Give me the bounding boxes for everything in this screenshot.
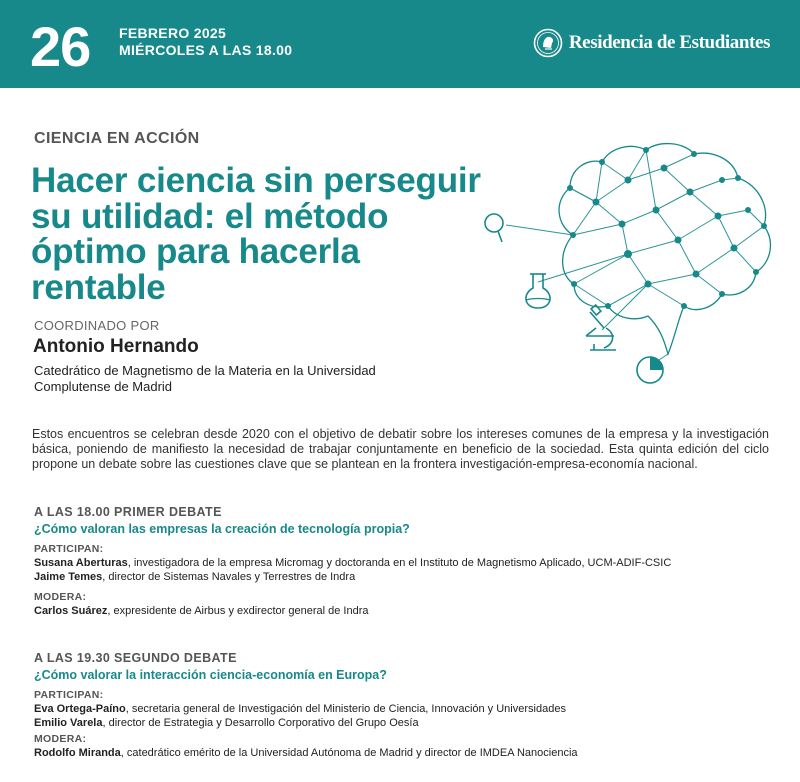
moderator-role: , catedrático emérito de la Universidad Autónoma de Madrid y director de IMDEA Nanociencia xyxy=(120,747,578,759)
debate-question: ¿Cómo valoran las empresas la creación de tecnología propia? xyxy=(34,522,410,536)
participant xyxy=(34,570,774,584)
participant xyxy=(34,556,774,570)
header-banner xyxy=(0,0,800,88)
series-label: CIENCIA EN ACCIÓN xyxy=(34,130,200,147)
participant xyxy=(34,716,774,730)
participant-role: , director de Sistemas Navales y Terrestres de Indra xyxy=(102,571,356,583)
debate-2 xyxy=(34,650,774,760)
event-weekday-time: MIÉRCOLES A LAS 18.00 xyxy=(119,42,293,58)
event-title: Hacer ciencia sin perseguir su utilidad: el método óptimo para hacerla rentable xyxy=(31,161,481,307)
event-day: 26 xyxy=(30,15,91,78)
coordinator-name: Antonio Hernando xyxy=(33,336,199,357)
participants-label: PARTICIPAN: xyxy=(34,689,104,701)
participants-label: PARTICIPAN: xyxy=(34,543,104,555)
participant-name: Susana Aberturas xyxy=(34,557,128,569)
participant-role: , director de Estrategia y Desarrollo Corporativo del Grupo Oesía xyxy=(102,717,419,729)
debate-heading: A LAS 18.00 PRIMER DEBATE xyxy=(34,505,222,519)
participant-role: , secretaria general de Investigación del Ministerio de Ciencia, Innovación y Universidades xyxy=(125,703,566,715)
debate-heading: A LAS 19.30 SEGUNDO DEBATE xyxy=(34,651,237,665)
participant-name: Emilio Varela xyxy=(34,717,103,729)
pie-chart-icon xyxy=(637,357,663,383)
debate-1 xyxy=(34,504,774,618)
moderator xyxy=(34,746,774,760)
participant-name: Jaime Temes xyxy=(34,571,103,583)
participant xyxy=(34,702,774,716)
moderator-name: Carlos Suárez xyxy=(34,605,108,617)
event-month-year: FEBRERO 2025 xyxy=(119,25,227,41)
moderator-label: MODERA: xyxy=(34,591,87,603)
residencia-logo[interactable] xyxy=(533,28,770,58)
logo-text: Residencia de Estudiantes xyxy=(568,32,770,53)
coordinator-label: COORDINADO POR xyxy=(34,318,160,333)
participant-role: , investigadora de la empresa Micromag y doctoranda en el Instituto de Magnetismo Aplicado, UCM-ADIF-CSIC xyxy=(127,557,672,569)
coordinator-description: Catedrático de Magnetismo de la Materia en la Universidad Complutense de Madrid xyxy=(34,363,376,394)
debate-question: ¿Cómo valorar la interacción ciencia-economía en Europa? xyxy=(34,668,387,682)
intro-paragraph: Estos encuentros se celebran desde 2020 con el objetivo de debatir sobre los intereses comunes de la empresa y la investigación básica, poniendo de manifiesto la necesidad de trabajar conjuntamente en beneficio de la sociedad. Esta quinta edición del ciclo propone un debate sobre las cuestiones clave que se plantean en la frontera investigación-empresa-economía nacional. xyxy=(32,427,769,471)
microscope-icon xyxy=(586,305,616,350)
participant-name: Eva Ortega-Paíno xyxy=(34,703,126,715)
magnifier-icon xyxy=(485,214,503,242)
brain-network-icon xyxy=(478,130,778,392)
moderator xyxy=(34,604,774,618)
moderator-label: MODERA: xyxy=(34,733,87,745)
event-date xyxy=(119,25,292,59)
moderator-name: Rodolfo Miranda xyxy=(34,747,121,759)
residencia-logo-icon xyxy=(533,28,563,58)
moderator-role: , expresidente de Airbus y exdirector general de Indra xyxy=(107,605,369,617)
